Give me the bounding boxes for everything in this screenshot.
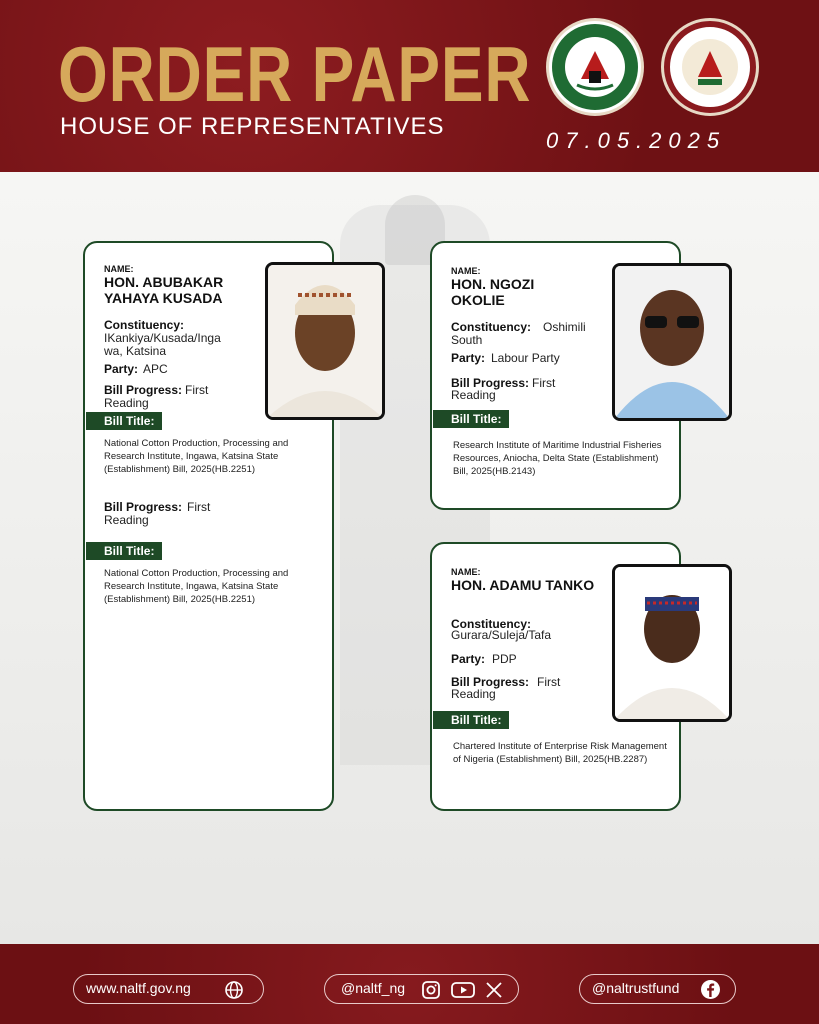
member-name-line1: HON. ABUBAKAR (104, 274, 224, 290)
constituency-label: Constituency: (104, 318, 185, 332)
bill-progress-value-line1: First (532, 376, 556, 390)
constituency-value: Gurara/Suleja/Tafa (451, 628, 552, 642)
member-name-line2: OKOLIE (451, 292, 505, 308)
party-label: Party: (104, 362, 139, 376)
social-handle-naltf-ng[interactable] (324, 974, 519, 1004)
handle-text: @naltf_ng (341, 980, 406, 996)
member-name-line2: YAHAYA KUSADA (104, 290, 223, 306)
bill-progress-value-line2: Reading (451, 388, 496, 402)
bill-title-tag: Bill Title: (433, 410, 509, 428)
social-handle-naltrustfund[interactable] (579, 974, 736, 1004)
name-label: NAME: (451, 266, 481, 276)
order-date: 07.05.2025 (546, 128, 727, 153)
bill-progress-value-line1: First (537, 675, 561, 689)
house-of-representatives-seal (546, 18, 644, 116)
name-label: NAME: (104, 264, 134, 274)
constituency-value-line2: South (451, 333, 483, 347)
page-subtitle: HOUSE OF REPRESENTATIVES (60, 113, 445, 140)
constituency-value-line1: Oshimili (543, 320, 586, 334)
page-title: ORDER PAPER (58, 30, 532, 118)
library-trust-fund-seal (661, 18, 759, 116)
bill-progress-label: Bill Progress: (104, 383, 183, 397)
member-name-line1: HON. NGOZI (451, 276, 535, 292)
constituency-value-line2: wa, Katsina (104, 344, 167, 358)
bill-progress-label: Bill Progress: (451, 675, 530, 689)
instagram-icon[interactable] (421, 980, 441, 1000)
bill-title-text: Research Institute of Maritime Industrial Fisheries Resources, Aniocha, Delta State (Establishment) Bill, 2025(HB.2143) (453, 440, 662, 477)
member-photo-tanko (612, 564, 732, 722)
handle-text: @naltrustfund (592, 980, 680, 996)
bill-progress-value-line2: Reading (451, 687, 496, 701)
bill-title-text: Chartered Institute of Enterprise Risk Management of Nigeria (Establishment) Bill, 2025(HB.2287) (453, 741, 667, 765)
constituency-label: Constituency: (451, 320, 532, 334)
bill-progress-value-line2: Reading (104, 396, 149, 410)
youtube-icon[interactable] (451, 980, 475, 1000)
member-name: HON. ADAMU TANKO (451, 577, 595, 593)
facebook-icon[interactable] (700, 979, 721, 1000)
website-link[interactable] (73, 974, 264, 1004)
website-text: www.naltf.gov.ng (86, 980, 191, 996)
bill-progress-value-2-line2: Reading (104, 513, 149, 527)
party-label: Party: (451, 351, 486, 365)
member-photo-okolie (612, 263, 732, 421)
bill-title-tag-2: Bill Title: (86, 542, 162, 560)
bill-title-tag: Bill Title: (86, 412, 162, 430)
bill-progress-label: Bill Progress: (451, 376, 530, 390)
party-value: APC (143, 362, 168, 376)
party-value: PDP (492, 652, 517, 666)
bill-title-tag: Bill Title: (433, 711, 509, 729)
bill-progress-label-2: Bill Progress: (104, 500, 183, 514)
constituency-value-line1: IKankiya/Kusada/Inga (104, 331, 221, 345)
party-label: Party: (451, 652, 486, 666)
bill-title-text: National Cotton Production, Processing and Research Institute, Ingawa, Katsina State (Establishment) Bill, 2025(HB.2251) (104, 438, 289, 475)
member-photo-kusada (265, 262, 385, 420)
party-value: Labour Party (491, 351, 560, 365)
bill-progress-value-2-line1: First (187, 500, 211, 514)
x-twitter-icon[interactable] (485, 980, 503, 1000)
bill-progress-value-line1: First (185, 383, 209, 397)
name-label: NAME: (451, 567, 481, 577)
constituency-label: Constituency: (451, 617, 532, 631)
globe-icon (224, 980, 244, 1000)
bill-title-text-2: National Cotton Production, Processing and Research Institute, Ingawa, Katsina State (Establishment) Bill, 2025(HB.2251) (104, 568, 289, 605)
